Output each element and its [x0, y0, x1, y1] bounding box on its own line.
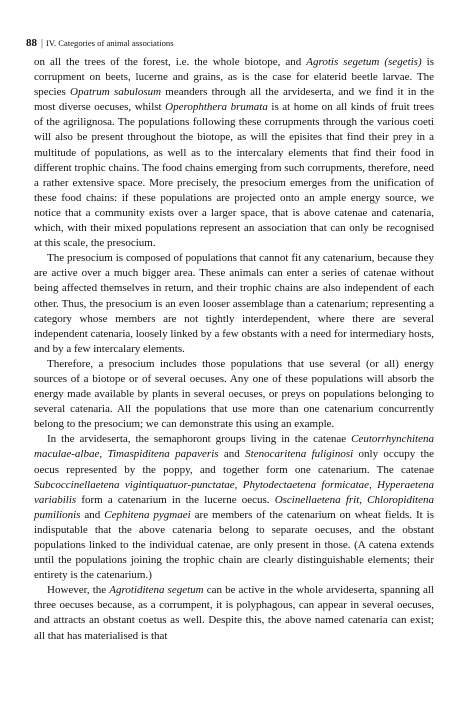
paragraph-text: only occupy the oecus represented by the poppy, and together form one catenarium. The catenae [34, 448, 434, 476]
italic-taxon-name: Opatrum sabulosum [70, 86, 162, 99]
paragraph-text: is corrupment on beets, lucerne and grains, as is the case for elaterid beetle larvae. The species [34, 56, 435, 99]
paragraph-text: However, the [47, 584, 110, 597]
paragraph-text: on all the trees of the forest, i.e. the whole biotope, and [34, 56, 307, 68]
paragraph-text: and [218, 448, 246, 461]
body-text [34, 55, 434, 644]
italic-taxon-name: Agrotiditena segetum [109, 584, 204, 597]
chapter-title: IV. Categories of animal associations [46, 38, 174, 48]
italic-taxon-name: Stenocaritena fuliginosi [245, 448, 354, 461]
paragraph-text: form a catenarium in the lucerne oecus. [76, 493, 275, 506]
paragraph-text: meanders through all the arvideserta, and we find it in the most diverse oecuses, whilst [34, 86, 434, 114]
paragraph-text: is at home on all kinds of fruit trees of the agrilignosa. The populations following these corrupments through the various coeti will also be present throughout the biotope, as will the episites that find their prey in a multitude of populations, as well as to the intercalary elements that find their food in different trophic chains. The food chains emerging from such corrupments, therefore, need a rather extensive space. More precisely, the presocium emerges from the unification of these food chains: if these populations are projected onto an ample energy source, we notice that a community exists over a larger space, that is above catenae and catenaria, which, with their mixed populations represent an association that can only be recognised at this scale, the presocium. [34, 101, 435, 250]
paragraph [34, 55, 434, 251]
paragraph-text: and [80, 508, 105, 521]
italic-taxon-name: Oscinellaetena frit, Chloropiditena pumilionis [34, 493, 434, 521]
paragraph [34, 251, 434, 357]
paragraph [34, 357, 434, 432]
paragraph-text: The presocium is composed of populations that cannot fit any catenarium, because they are active over a much bigger area. These animals can enter a series of catenae without being affected themselves in return, and their trophic chains are also independent of each other. Thus, the presocium is an even looser assemblage than a catenarium; representing a category whose members are not tightly interdependent, where there are several independent catenaria, loosely linked by a few obstants with a need for intermediary hosts, and by a few intercalary elements. [34, 252, 434, 355]
paragraph-text: In the arvideserta, the semaphoront groups living in the catenae [47, 433, 352, 446]
running-head [26, 37, 174, 51]
italic-taxon-name: Operophthera brumata [165, 101, 268, 114]
paragraph-text: Therefore, a presocium includes those populations that use several (or all) energy sources of a biotope or of several oecuses. Any one of these populations will absorb the energy made available by plants in several oecuses, or preys on populations belonging to several catenaria. All the populations that use more than one catenarium concurrently belong to the presocium; we can demonstrate this using an example. [34, 357, 434, 431]
paragraph [34, 432, 434, 583]
paragraph-text: can be active in the whole arvideserta, spanning all three oecuses because, as a corrumpent, it is polyphagous, can appear in several oecuses, and attracts an obstant coetus as well. Despite this, the above named catenaria can exist; all that has materialised is that [34, 584, 434, 642]
page-number: 88 [26, 37, 37, 49]
paragraph [34, 583, 434, 643]
running-head-separator: | [41, 38, 44, 49]
italic-taxon-name: Subcoccinellaetena vigintiquatuor-punctatae, Phytodectaetena formicatae, Hyperaetena variabilis [34, 478, 434, 506]
italic-taxon-name: Agrotis segetum (segetis) [306, 56, 422, 68]
italic-taxon-name: Cephitena pygmaei [104, 508, 191, 521]
paragraph-text: are members of the catenarium on wheat fields. It is indisputable that the above catenaria belong to separate oecuses, and the obstant populations linked to the individual catenae, are only present in those. (A catena extends until the populations joining the trophic chain are clearly distinguishable elements; their entirety is the catenarium.) [34, 508, 434, 582]
italic-taxon-name: Ceutorrhynchitena maculae-albae, Timaspiditena papaveris [34, 433, 434, 461]
